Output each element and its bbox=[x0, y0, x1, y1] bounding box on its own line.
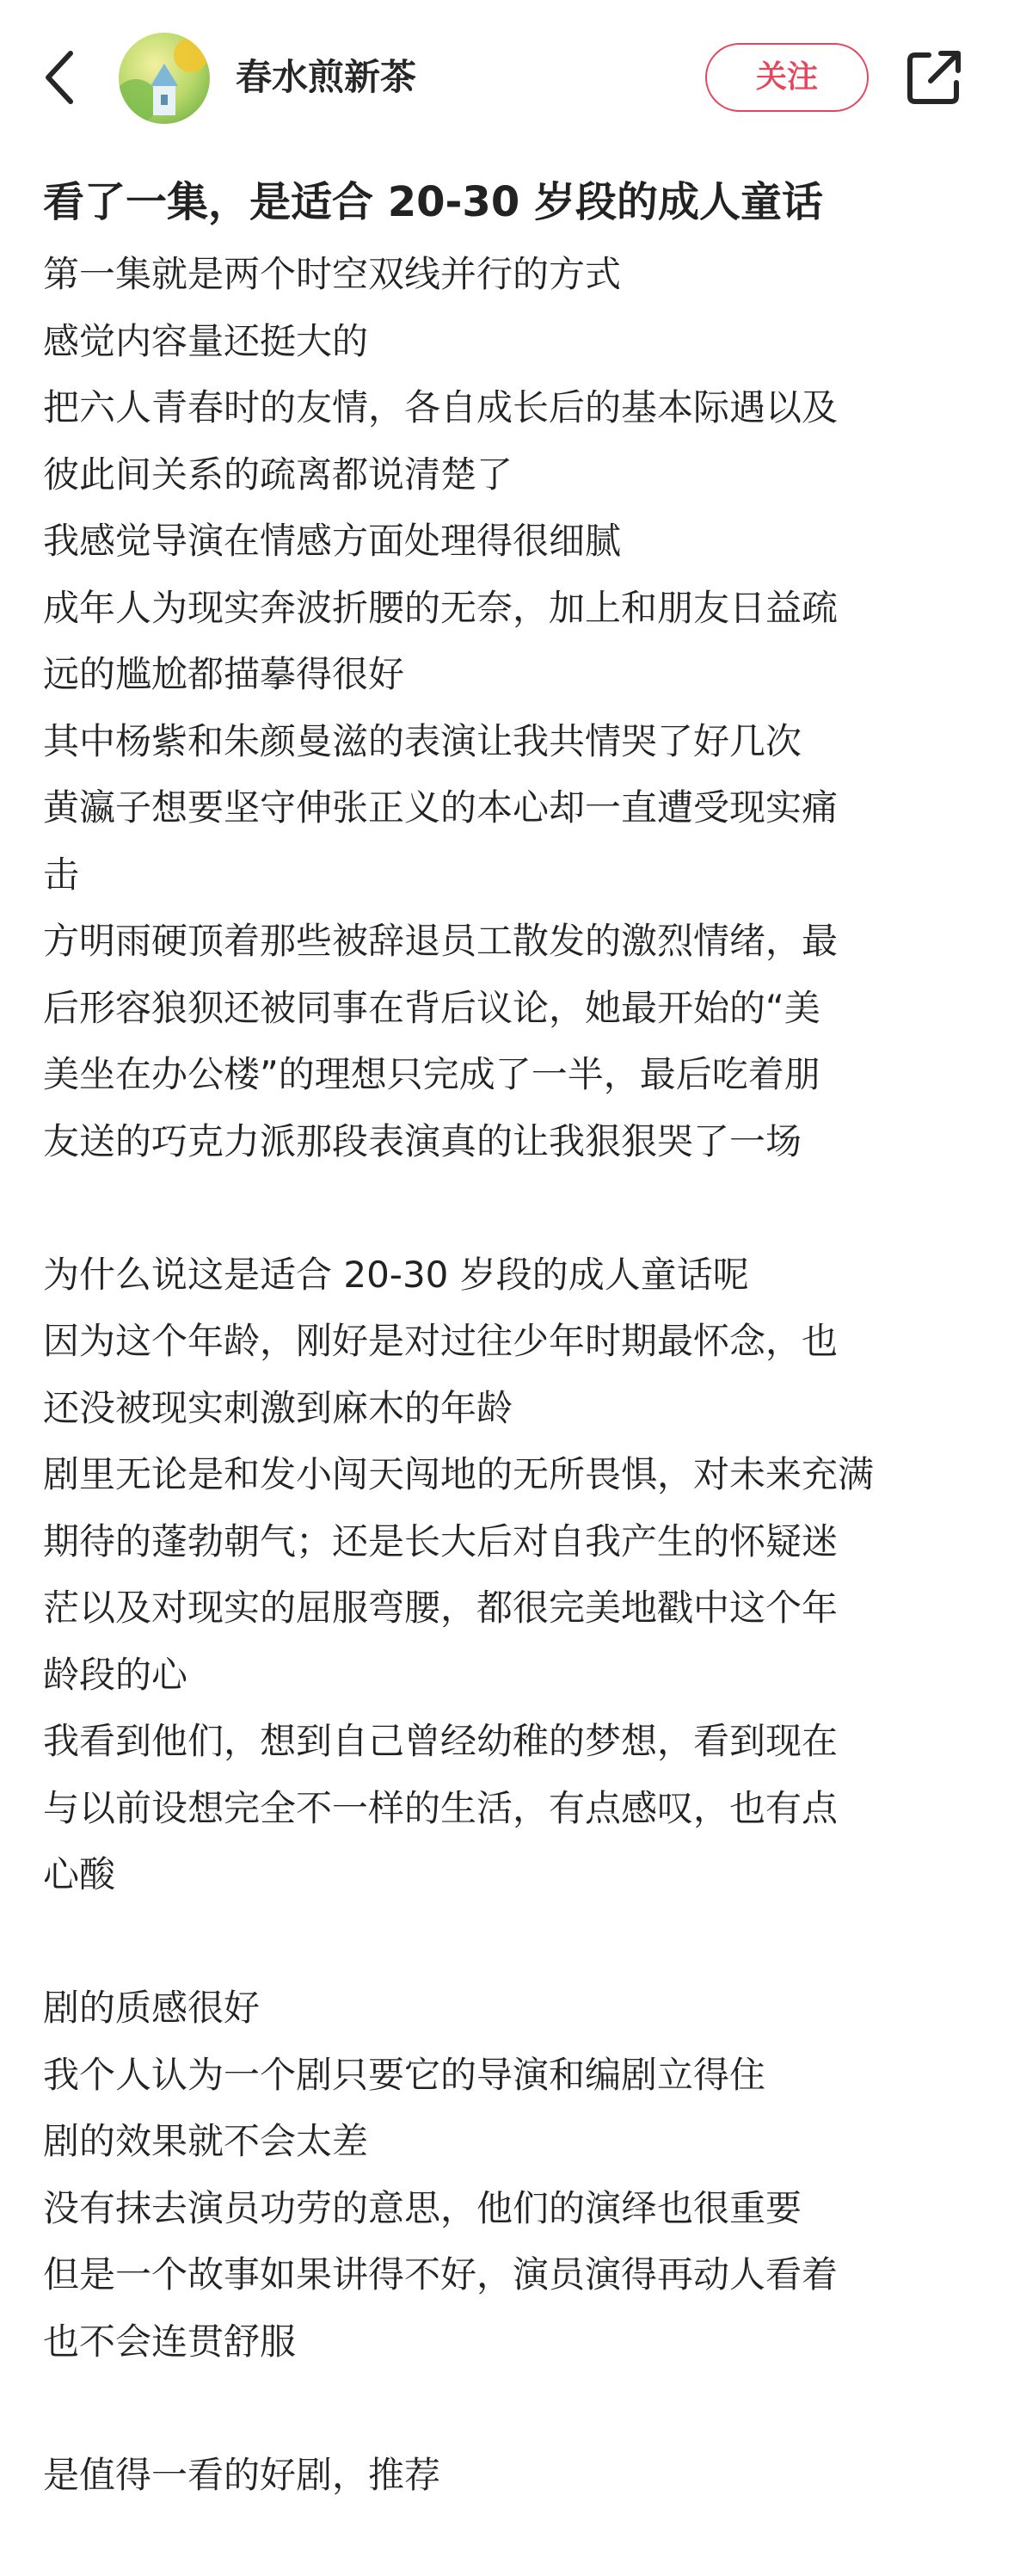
body-line: 因为这个年龄，刚好是对过往少年时期最怀念，也 bbox=[43, 1320, 839, 1362]
author-name[interactable]: 春水煎新茶 bbox=[236, 56, 417, 98]
body-line: 也不会连贯舒服 bbox=[43, 2320, 297, 2363]
body-line: 期待的蓬勃朝气；还是长大后对自我产生的怀疑迷 bbox=[43, 1519, 839, 1562]
body-line bbox=[43, 1908, 980, 1975]
body-line: 美坐在办公楼”的理想只完成了一半，最后吃着朋 bbox=[43, 1053, 820, 1095]
body-line: 第一集就是两个时空双线并行的方式 bbox=[43, 253, 622, 295]
body-line bbox=[43, 2375, 980, 2442]
share-button[interactable] bbox=[903, 46, 965, 108]
body-line: 方明雨硬顶着那些被辞退员工散发的激烈情绪，最 bbox=[43, 920, 839, 962]
body-line: 其中杨紫和朱颜曼滋的表演让我共情哭了好几次 bbox=[43, 719, 802, 762]
body-line: 是值得一看的好剧，推荐 bbox=[43, 2453, 441, 2496]
avatar[interactable] bbox=[119, 33, 210, 124]
post-header bbox=[0, 0, 1014, 155]
body-line: 黄瀛子想要坚守伸张正义的本心却一直遭受现实痛 bbox=[43, 786, 839, 829]
body-line: 没有抹去演员功劳的意思，他们的演绎也很重要 bbox=[43, 2186, 802, 2229]
chevron-left-icon bbox=[38, 45, 89, 110]
post-body bbox=[43, 241, 980, 2508]
post-title: 看了一集，是适合 20-30 岁段的成人童话 bbox=[43, 178, 823, 226]
body-line: 心酸 bbox=[43, 1853, 116, 1895]
body-line: 彼此间关系的疏离都说清楚了 bbox=[43, 453, 513, 496]
body-line: 但是一个故事如果讲得不好，演员演得再动人看着 bbox=[43, 2253, 839, 2296]
body-line: 剧里无论是和发小闯天闯地的无所畏惧，对未来充满 bbox=[43, 1453, 875, 1495]
body-line: 把六人青春时的友情，各自成长后的基本际遇以及 bbox=[43, 386, 839, 428]
body-line: 我感觉导演在情感方面处理得很细腻 bbox=[43, 520, 622, 562]
back-button[interactable] bbox=[38, 45, 89, 110]
body-line: 远的尴尬都描摹得很好 bbox=[43, 653, 405, 695]
body-line: 龄段的心 bbox=[43, 1653, 188, 1696]
body-line: 茫以及对现实的屈服弯腰，都很完美地戳中这个年 bbox=[43, 1587, 839, 1629]
body-line bbox=[43, 1174, 980, 1242]
body-line: 我个人认为一个剧只要它的导演和编剧立得住 bbox=[43, 2053, 766, 2096]
share-icon bbox=[903, 46, 965, 108]
body-line: 感觉内容量还挺大的 bbox=[43, 319, 369, 362]
body-line: 击 bbox=[43, 853, 80, 896]
body-line: 成年人为现实奔波折腰的无奈，加上和朋友日益疏 bbox=[43, 586, 839, 629]
body-line: 还没被现实刺激到麻木的年龄 bbox=[43, 1386, 513, 1429]
body-line: 友送的巧克力派那段表演真的让我狠狠哭了一场 bbox=[43, 1119, 802, 1162]
follow-button[interactable]: 关注 bbox=[705, 43, 869, 112]
body-line: 为什么说这是适合 20-30 岁段的成人童话呢 bbox=[43, 1253, 749, 1296]
body-line: 剧的效果就不会太差 bbox=[43, 2120, 369, 2162]
body-line: 我看到他们，想到自己曾经幼稚的梦想，看到现在 bbox=[43, 1720, 839, 1762]
body-line: 与以前设想完全不一样的生活，有点感叹，也有点 bbox=[43, 1786, 839, 1829]
body-line: 剧的质感很好 bbox=[43, 1987, 261, 2029]
body-line: 后形容狼狈还被同事在背后议论，她最开始的“美 bbox=[43, 986, 820, 1029]
post-content bbox=[43, 163, 980, 2508]
